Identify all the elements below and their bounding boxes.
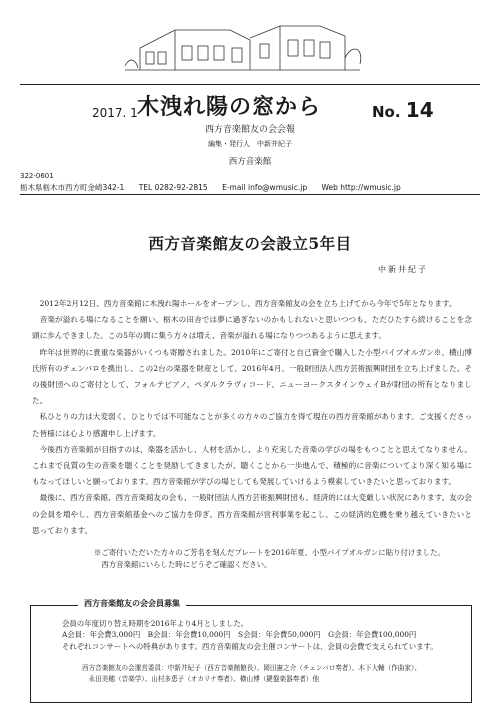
newsletter-subtitle: 西方音楽館友の会会報 <box>204 125 295 135</box>
article-author: 中新井紀子 <box>378 265 428 274</box>
paragraph: 私ひとりの力は大変弱く、ひとりでは不可能なことが多くの方々のご協力を得て現在の西方音楽館があります。ご支援くださった皆様には心より感謝申し上げます。 <box>32 412 472 438</box>
committee-line: 永田美穂（音楽学）、山村多恵子（オカリナ奏者）、横山博（鍵盤楽器奏者）他 <box>88 675 320 683</box>
article-body <box>32 296 472 539</box>
membership-line: 会員の年度切り替え時期を2016年より4月としました。 <box>62 619 249 628</box>
paragraph: 今後西方音楽館が目指すのは、楽器を活かし、人材を活かし、より充実した音楽の学びの場をもつことと思えてなりません。これまで良質の生の音楽を聴くことを奨励してきましたが、聴くことから一歩進んで、積極的に音楽についてより深く知る場にもなってほしいと願っております。西方音楽館が学びの場としても発展していけるよう模索していきたいと思っております。 <box>32 444 472 487</box>
article-title: 西方音楽館友の会設立5年目 <box>148 234 352 253</box>
membership-box-label: 西方音楽館友の会会員募集 <box>78 598 186 609</box>
header-rule-bottom <box>20 194 480 195</box>
header-rule-top <box>20 84 480 85</box>
postal-code: 322-0601 <box>20 172 54 180</box>
paragraph: 2012年2月12日、西方音楽館に木洩れ陽ホールをオープンし、西方音楽館友の会を立ち上げてから今年で5年となります。 <box>39 299 457 308</box>
publisher-name: 西方音楽館 <box>228 157 272 167</box>
membership-details <box>62 618 462 652</box>
email: E-mail info@wmusic.jp <box>222 183 308 192</box>
newsletter-title: 木洩れ陽の窓から <box>137 94 322 120</box>
phone: TEL 0282-92-2815 <box>138 183 208 192</box>
membership-line: A会員：年会費3,000円 B会員：年会費10,000円 S会員：年会費50,000円 G会員：年会費100,000円 <box>62 630 417 640</box>
issue-number <box>372 98 434 122</box>
note-line: ※ご寄付いただいた方々のご芳名を刻んだプレートを2016年夏、小型パイプオルガンに貼り付けました。 <box>94 548 445 557</box>
address: 栃木県栃木市西方町金崎342-1 <box>20 183 125 192</box>
paragraph: 音楽が溢れる場になることを願い、栃木の田舎では夢に過ぎないのかもしれないと思いつつも、ただひたすら続けることを念頭に歩んできました。この5年の間に集う方々は増え、音楽が溢れる場になりつつあるように思えます。 <box>32 315 472 341</box>
article-notes <box>94 547 484 571</box>
committee-line: 西方音楽館友の会運営委員：中新井紀子（西方音楽館館長）、岡田憲之介（チェンバロ奏者）、木下大輔（作曲家）、 <box>82 664 421 672</box>
editor-credit: 編集・発行人 中新井紀子 <box>208 140 292 148</box>
website: Web http://wmusic.jp <box>321 183 401 192</box>
issue-year: 2017. 1 <box>92 106 138 120</box>
building-illustration <box>120 8 365 78</box>
note-line: 西方音楽館にいらした時にどうぞご確認ください。 <box>101 560 272 569</box>
issue-number-value: 14 <box>405 98 434 122</box>
paragraph: 昨年は世界的に貴重な楽器がいくつも寄贈されました。2010年にご寄付と自己資金で購入した小型パイプオルガン※、横山博氏所有のチェンバロを携出し、この2台の楽器を財産として、2016年4月、一般財団法人西方芸術振興財団を立ち上げました。その後財団へのご寄付として、フォルテピアノ、ペダルクラヴィコード、ニューヨークスタインウェイBが財団の所有となりました。 <box>32 347 472 406</box>
contact-line <box>20 182 413 193</box>
paragraph: 最後に、西方音楽館、西方音楽館友の会も、一般財団法人西方芸術振興財団も、経済的には大変厳しい状況にあります。友の会の会員を増やし、西方音楽館基金へのご協力を仰ぎ、西方音楽館が営利事業を起こし、この経済的危機を乗り越えていきたいと思っております。 <box>32 493 472 535</box>
issue-prefix: No. <box>372 103 401 121</box>
committee-members <box>82 663 468 685</box>
membership-line: それぞれコンサートへの特典があります。西方音楽館友の会主催コンサートは、会員の会費で支えられています。 <box>62 641 438 651</box>
